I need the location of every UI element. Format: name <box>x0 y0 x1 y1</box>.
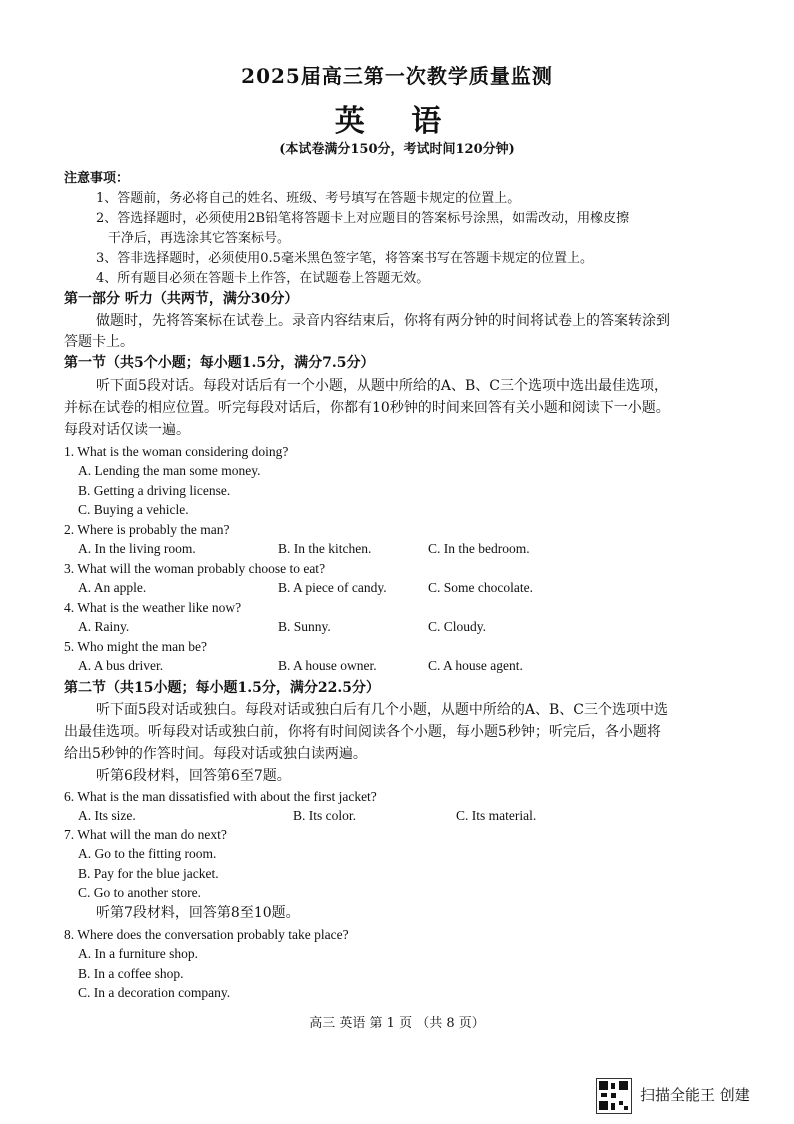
option-c: C. A house agent. <box>428 658 523 673</box>
note-item: 2、答选择题时，必须使用2B铅笔将答题卡上对应题目的答案标号涂黑，如需改动，用橡皮擦 <box>96 211 630 226</box>
scanner-watermark: 扫描全能王 创建 <box>640 1086 750 1104</box>
part1-intro: 答题卡上。 <box>64 334 134 350</box>
option-a: A. Lending the man some money. <box>78 463 261 478</box>
option-b: B. Getting a driving license. <box>78 483 231 498</box>
subject-title: 英 语 <box>334 104 460 139</box>
question-stem: 5. Who might the man be? <box>64 639 207 654</box>
section2-intro: 给出5秒钟的作答时间。每段对话或独白读两遍。 <box>64 746 367 762</box>
section2-intro: 出最佳选项。听每段对话或独白前，你将有时间阅读各个小题，每小题5秒钟；听完后，各小题将 <box>64 724 661 740</box>
question-stem: 1. What is the woman considering doing? <box>64 444 289 459</box>
option-c: C. Go to another store. <box>78 885 201 900</box>
option-b: B. Pay for the blue jacket. <box>78 866 219 881</box>
material-note: 听第6段材料，回答第6至7题。 <box>96 768 291 784</box>
option-b: B. Its color. <box>293 808 356 823</box>
material-note: 听第7段材料，回答第8至10题。 <box>96 905 300 921</box>
exam-title: 2025届高三第一次教学质量监测 <box>241 64 553 88</box>
section2-heading: 第二节（共15小题；每小题1.5分，满分22.5分） <box>64 680 380 696</box>
option-a: A. Rainy. <box>78 619 130 634</box>
option-a: A. Its size. <box>78 808 136 823</box>
question-stem: 4. What is the weather like now? <box>64 600 242 615</box>
option-a: A. An apple. <box>78 580 147 595</box>
note-item: 干净后，再选涂其它答案标号。 <box>108 231 291 246</box>
page-footer: 高三 英语 第 1 页 （共 8 页） <box>309 1016 485 1031</box>
option-c: C. In a decoration company. <box>78 985 231 1000</box>
option-b: B. Sunny. <box>278 619 331 634</box>
section1-intro: 并标在试卷的相应位置。听完每段对话后，你都有10秒钟的时间来回答有关小题和阅读下一小题。 <box>64 400 670 416</box>
option-c: C. Cloudy. <box>428 619 487 634</box>
option-a: A. A bus driver. <box>78 658 164 673</box>
note-item: 1、答题前，务必将自己的姓名、班级、考号填写在答题卡规定的位置上。 <box>96 191 521 206</box>
part1-heading: 第一部分 听力（共两节，满分30分） <box>64 291 299 307</box>
option-a: A. In a furniture shop. <box>78 946 198 961</box>
part1-intro: 做题时，先将答案标在试卷上。录音内容结束后，你将有两分钟的时间将试卷上的答案转涂到 <box>96 313 670 329</box>
section1-intro: 每段对话仅读一遍。 <box>64 422 190 438</box>
exam-subtitle: (本试卷满分150分，考试时间120分钟) <box>279 142 515 157</box>
option-c: C. Some chocolate. <box>428 580 533 595</box>
option-c: C. Its material. <box>456 808 537 823</box>
question-stem: 7. What will the man do next? <box>64 827 227 842</box>
section2-intro: 听下面5段对话或独白。每段对话或独白后有几个小题，从题中所给的A、B、C三个选项中选 <box>96 702 669 718</box>
question-stem: 2. Where is probably the man? <box>64 522 230 537</box>
qr-code-icon <box>596 1078 632 1114</box>
option-b: B. A house owner. <box>278 658 377 673</box>
section1-intro: 听下面5段对话。每段对话后有一个小题，从题中所给的A、B、C三个选项中选出最佳选项， <box>96 378 669 394</box>
question-stem: 3. What will the woman probably choose to eat? <box>64 561 326 576</box>
note-item: 3、答非选择题时，必须使用0.5毫米黑色签字笔，将答案书写在答题卡规定的位置上。 <box>96 251 593 266</box>
section1-heading: 第一节（共5个小题；每小题1.5分，满分7.5分） <box>64 355 375 371</box>
question-stem: 8. Where does the conversation probably take place? <box>64 927 349 942</box>
option-b: B. A piece of candy. <box>278 580 387 595</box>
note-item: 4、所有题目必须在答题卡上作答，在试题卷上答题无效。 <box>96 271 430 286</box>
option-b: B. In a coffee shop. <box>78 966 184 981</box>
option-a: A. In the living room. <box>78 541 196 556</box>
notes-heading: 注意事项： <box>64 171 130 186</box>
option-c: C. In the bedroom. <box>428 541 530 556</box>
option-b: B. In the kitchen. <box>278 541 372 556</box>
question-stem: 6. What is the man dissatisfied with about the first jacket? <box>64 789 377 804</box>
option-c: C. Buying a vehicle. <box>78 502 189 517</box>
option-a: A. Go to the fitting room. <box>78 846 217 861</box>
